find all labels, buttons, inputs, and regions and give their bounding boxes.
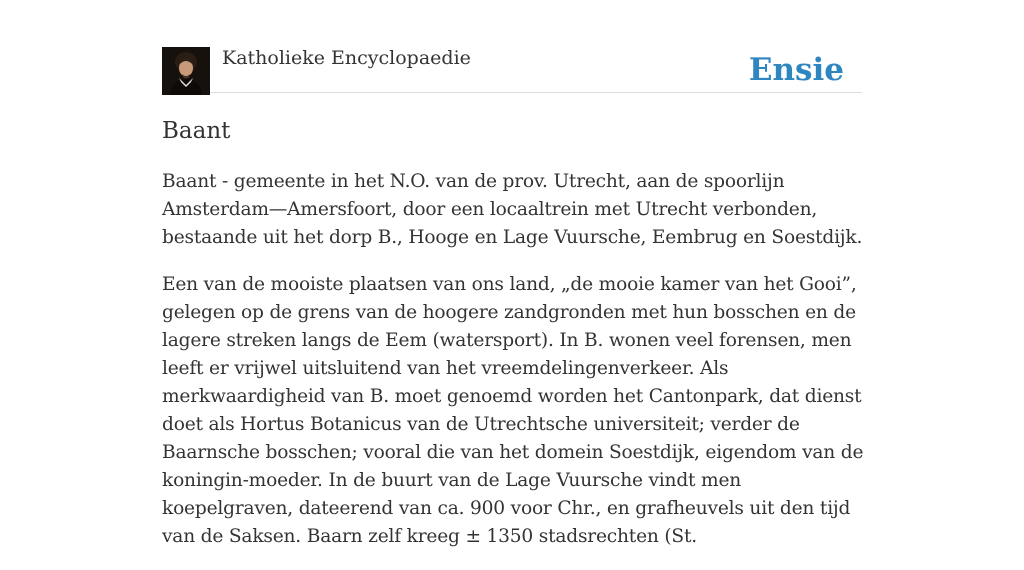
site-header — [162, 46, 862, 93]
article-paragraph: Een van de mooiste plaatsen van ons land, „de mooie kamer van het Gooi”, gelegen op de grens van de hoogere zandgronden met hun bosschen en de lagere streken langs de Eem (watersport). In B. wonen veel forensen, men leeft er vrijwel uitsluitend van het vreemdelingenverkeer. Als merkwaardigheid van B. moet genoemd worden het Cantonpark, dat dienst doet als Hortus Botanicus van de Utrechtsche universiteit; verder de Baarnsche bosschen; vooral die van het domein Soestdijk, eigendom van de koningin-moeder. In de buurt van de Lage Vuursche vindt men koepelgraven, dateerend van ca. 900 voor Chr., en grafheuvels uit den tijd van de Saksen. Baarn zelf kreeg ± 1350 stadsrechten (St. — [162, 274, 864, 547]
source-avatar[interactable] — [162, 47, 210, 95]
brand-logo[interactable]: Ensie — [748, 52, 844, 88]
article-title: Baant — [162, 118, 231, 144]
source-name[interactable]: Katholieke Encyclopaedie — [222, 47, 471, 69]
portrait-icon — [162, 47, 210, 95]
article-paragraph: Baant - gemeente in het N.O. van de prov. Utrecht, aan de spoorlijn Amsterdam—Amersfoort, door een locaaltrein met Utrecht verbonden, bestaande uit het dorp B., Hooge en Lage Vuursche, Eembrug en Soestdijk. — [162, 171, 863, 248]
article-body — [162, 168, 867, 570]
